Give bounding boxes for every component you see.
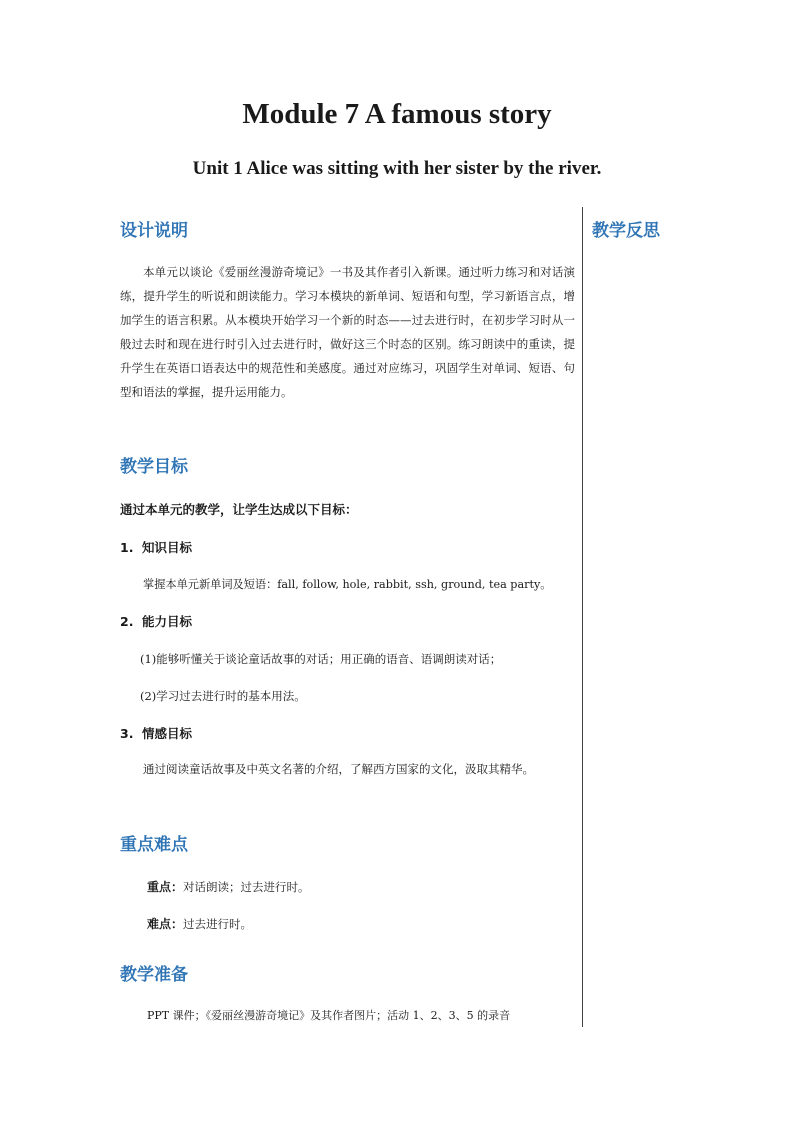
- focus-text: 对话朗读；过去进行时。: [183, 880, 310, 894]
- focus-line: [147, 878, 607, 895]
- column-divider: [582, 207, 583, 1027]
- reflection-heading: 教学反思: [592, 221, 660, 241]
- difficulty-text: 过去进行时。: [183, 917, 253, 931]
- ability-text-1: (1)能够听懂关于谈论童话故事的对话；用正确的语音、语调朗读对话；: [140, 652, 502, 666]
- goal-label: 能力目标: [142, 614, 193, 629]
- goal-label: 知识目标: [142, 540, 193, 555]
- goal-item-ability: [120, 612, 580, 630]
- difficulty-line: [147, 915, 607, 932]
- page-title: Module 7 A famous story: [242, 98, 552, 130]
- goal-label: 情感目标: [142, 726, 193, 741]
- key-points-heading: 重点难点: [120, 835, 188, 855]
- knowledge-text: 掌握本单元新单词及短语：fall, follow, hole, rabbit, ssh, ground, tea party。: [143, 578, 552, 591]
- ability-text-2: (2)学习过去进行时的基本用法。: [140, 689, 306, 703]
- goal-number: 3.: [120, 726, 134, 741]
- goal-item-emotion: [120, 724, 580, 742]
- difficulty-label: 难点：: [147, 917, 184, 931]
- focus-label: 重点：: [147, 880, 184, 894]
- goals-intro: 通过本单元的教学，让学生达成以下目标：: [120, 502, 358, 517]
- emotion-text: 通过阅读童话故事及中英文名著的介绍，了解西方国家的文化，汲取其精华。: [143, 762, 534, 776]
- preparation-heading: 教学准备: [120, 965, 188, 985]
- goal-number: 1.: [120, 540, 134, 555]
- goal-item-knowledge: [120, 538, 580, 556]
- design-text: 本单元以谈论《爱丽丝漫游奇境记》一书及其作者引入新课。通过听力练习和对话演练，提升学生的听说和朗读能力。学习本模块的新单词、短语和句型，学习新语言点，增加学生的语言积累。从本模块开始学习一个新的时态——过去进行时，在初步学习时从一般过去时和现在进行时引入过去进行时，做好这三个时态的区别。练习朗读中的重读，提升学生在英语口语表达中的规范性和美感度。通过对应练习，巩固学生对单词、短语、句型和语法的掌握，提升运用能力。: [120, 265, 575, 399]
- goal-number: 2.: [120, 614, 134, 629]
- preparation-text: PPT 课件；《爱丽丝漫游奇境记》及其作者图片；活动 1、2、3、5 的录音: [147, 1009, 511, 1022]
- goals-heading: 教学目标: [120, 457, 188, 477]
- unit-subtitle: Unit 1 Alice was sitting with her sister by the river.: [192, 158, 602, 179]
- design-heading: 设计说明: [120, 221, 188, 241]
